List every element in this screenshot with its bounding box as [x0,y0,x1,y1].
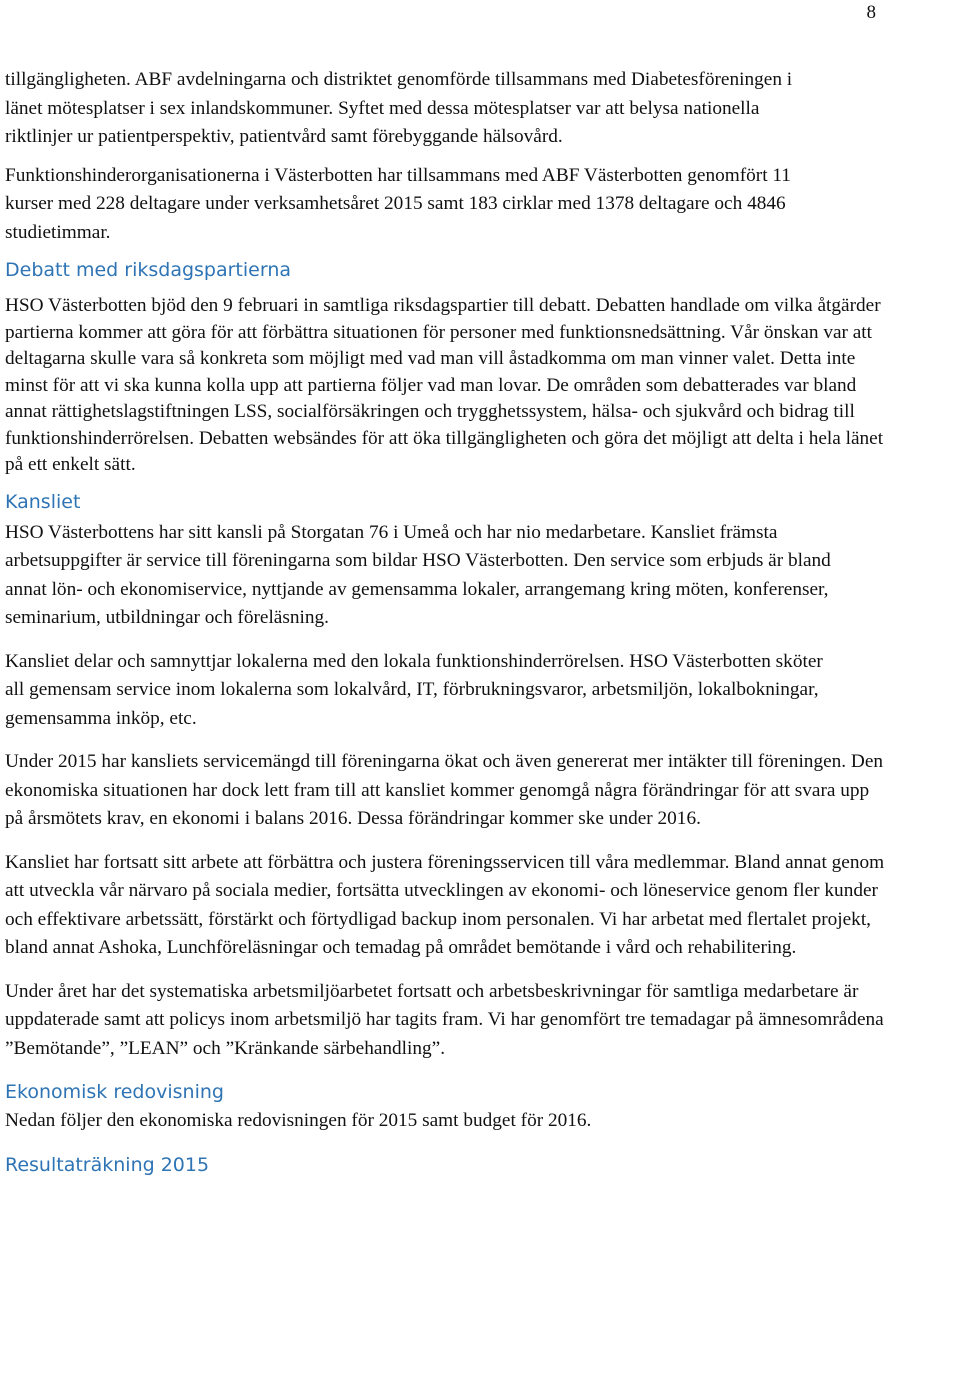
paragraph-abf-meetings: tillgängligheten. ABF avdelningarna och distriktet genomförde tillsammans med Diabetesföreningen i länet mötesplatser i sex inlandskommuner. Syftet med dessa mötesplatser var att belysa nationella riktlinjer ur patientperspektiv, patientvård samt förebyggande hälsovård. [5,69,793,147]
paragraph-debatt: HSO Västerbotten bjöd den 9 februari in samtliga riksdagspartier till debatt. Debatten handlade om vilka åtgärder partierna kommer att göra för att förbättra situationen för personer med funktionsnedsättning. Vår önskan var att deltagarna skulle vara så konkreta som möjligt med vad man vill åstadkomma om man vinner valet. Detta inte minst för att vi ska kunna kolla upp att partierna följer vad man lovar. De områden som debatterades var bland annat rättighetslagstiftningen LSS, socialförsäkringen och trygghetssystem, hälsa- och sjukvård och bidrag till funktionshinderrörelsen. Debatten websändes för att öka tillgängligheten och göra det möjligt att delta i hela länet på ett enkelt sätt. [5,295,884,475]
paragraph-foreningsservice: Kansliet har fortsatt sitt arbete att förbättra och justera föreningsservicen till våra medlemmar. Bland annat genom att utveckla vår närvaro på sociala medier, fortsätta utvecklingen av ekonomi- och löneservice genom fler kunder och effektivare arbetssätt, förstärkt och förtydligad backup inom personalen. Vi har arbetat med flertalet projekt, bland annat Ashoka, Lunchföreläsningar och temadag på området bemötande i vård och rehabilitering. [5,851,885,958]
paragraph-servicemangd: Under 2015 har kansliets servicemängd till föreningarna ökat och även genererat mer intäkter till föreningen. Den ekonomiska situationen har dock lett fram till att kansliet kommer genomgå några förändringar för att svara upp på årsmötets krav, en ekonomi i balans 2016. Dessa förändringar kommer ske under 2016. [5,751,884,829]
section-heading-ekonomisk-redovisning: Ekonomisk redovisning [5,1081,224,1103]
paragraph-ekonomi-intro: Nedan följer den ekonomiska redovisningen för 2015 samt budget för 2016. [5,1110,592,1131]
section-heading-resultatrakning: Resultaträkning 2015 [5,1153,210,1176]
paragraph-course-stats: Funktionshinderorganisationerna i Västerbotten har tillsammans med ABF Västerbotten genomfört 11 kurser med 228 deltagare under verksamhetsåret 2015 samt 183 cirklar med 1378 deltagare och 4846 studietimmar. [5,164,791,243]
section-heading-kansliet: Kansliet [5,490,81,513]
paragraph-arbetsmiljo: Under året har det systematiska arbetsmiljöarbetet fortsatt och arbetsbeskrivningar för samtliga medarbetare är uppdaterade samt att policys inom arbetsmiljö har tagits fram. Vi har genomfört tre temadagar på ämnesområdena ”Bemötande”, ”LEAN” och ”Kränkande särbehandling”. [5,980,884,1059]
page-number: 8 [866,2,876,23]
paragraph-kansliet-lokaler: Kansliet delar och samnyttjar lokalerna med den lokala funktionshinderrörelsen. HSO Västerbotten sköter all gemensam service inom lokalerna som lokalvård, IT, förbrukningsvaror, arbetsmiljön, lokalbokningar, gemensamma inköp, etc. [5,650,823,729]
paragraph-kansliet-intro: HSO Västerbottens har sitt kansli på Storgatan 76 i Umeå och har nio medarbetare. Kansliet främsta arbetsuppgifter är service till föreningarna som bildar HSO Västerbotten. Den service som erbjuds är bland annat lön- och ekonomiservice, nyttjande av gemensamma lokaler, arrangemang kring möten, konferenser, seminarium, utbildningar och föreläsning. [5,521,831,628]
section-heading-debatt: Debatt med riksdagspartierna [5,259,292,281]
document-body [5,66,905,1178]
